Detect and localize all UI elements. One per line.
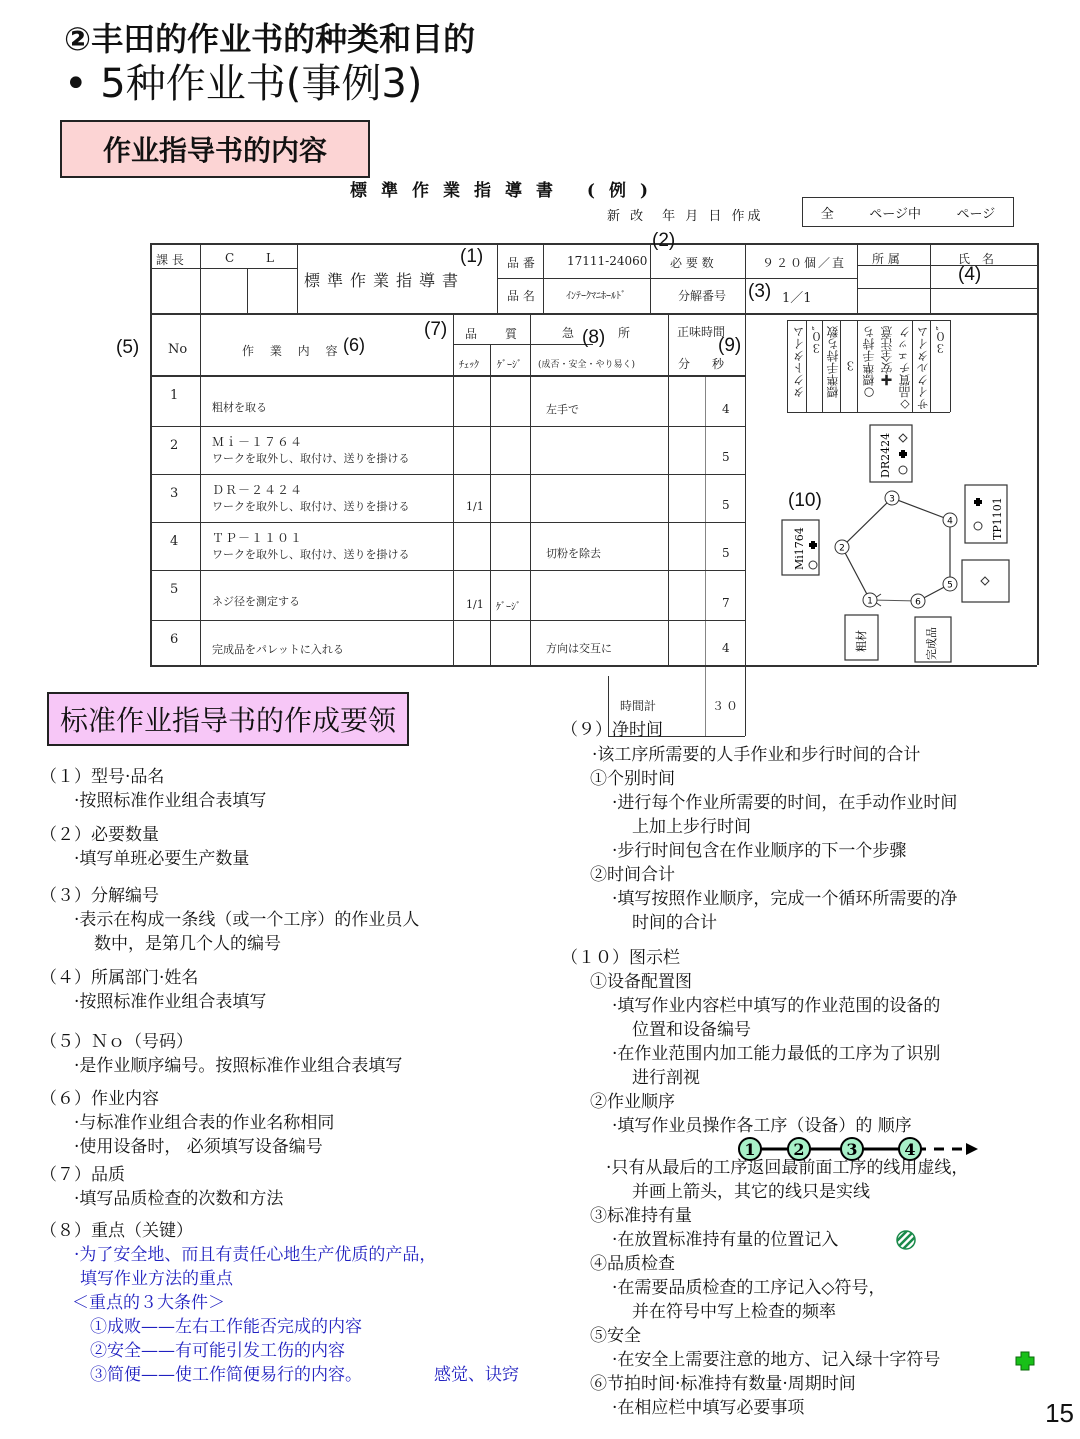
guide-item-line: ·是作业顺序编号。按照标准作业组合表填写 [74,1056,403,1076]
doc-name: 標準作業指導書 [304,271,466,290]
row-key-point: 切粉を除去 [546,547,601,560]
item-10-line-e: 进行剖视 [632,1068,700,1088]
item-9-line-f: ②时间合计 [590,865,675,885]
row-no: 2 [170,438,179,453]
machine-box-inspection [962,560,1009,602]
section-label-content [60,120,370,178]
breakdown-no-label: 分解番号 [678,289,727,303]
part-name-label: 品 名 [507,289,535,303]
col-key-sub: (成否・安全・やり易く) [538,360,636,370]
item-9-line-b: ①个别时间 [590,769,675,789]
row-check: 1/1 [466,598,484,611]
cycle-time-label: サイクルタイム [916,326,930,410]
raw-material-label: 粗材 [855,630,868,652]
col-min: 分 [678,357,691,371]
sequence-node-label: 3 [846,1140,858,1159]
item-10-line-j: ③标准持有量 [590,1206,692,1226]
guide-item-heading: （４）所属部门·姓名 [40,968,199,988]
item-10-line-r: ·在相应栏中填写必要事项 [612,1398,805,1418]
marker-8: (8) [582,327,606,348]
item-10-line-b: ·填写作业内容栏中填写的作业范围的设备的 [612,996,941,1016]
page-subheading: • 5种作业书(事例3) [64,61,423,107]
key-point-line-6: ③简便——使工作简便易行的内容。 [90,1365,362,1385]
guide-item-line: 数中，是第几个人的编号 [94,934,281,954]
key-point-line-5: ②安全——有可能引发工伤的内容 [90,1341,345,1361]
col-key-top2: 所 [618,326,631,340]
row-no: 1 [170,388,179,403]
guide-item-heading: （２）必要数量 [40,825,159,845]
row-no: 6 [170,632,179,647]
process-node-label: 1 [867,596,873,607]
guide-item-heading: （１）型号·品名 [40,767,165,787]
equipment-layout-diagram [775,420,1035,665]
row-key-point: 方向は交互に [546,642,612,655]
machine-box-tp1101 [965,485,1007,543]
item-10-line-a: ①设备配置图 [590,972,692,992]
row-equipment: Ｍｉ－１７６４ [212,435,304,449]
name-label: 氏 名 [958,252,995,266]
legend-safety: ✚安全注意 [880,326,894,386]
row-no: 5 [170,582,179,597]
item-10-line-o: ⑤安全 [590,1326,641,1346]
legend-std-wip: ○標準手持ち [862,326,876,400]
key-point-line-2: 填写作业方法的重点 [80,1269,233,1289]
row-content: 粗材を取る [212,401,267,414]
legend-quality-check: ◇品質チェック [898,326,912,412]
std-wip-hatched-icon [894,1228,918,1252]
machine-dr2424-label: DR2424 [879,432,892,478]
row-content: ワークを取外し、取付け、送りを掛ける [212,500,410,513]
page-heading: ②丰田的作业书的种类和目的 [64,20,476,58]
item-10-line-k: ·在放置标准持有量的位置记入 [612,1230,839,1250]
item-9-line-h: 时间的合计 [632,913,717,933]
guide-item-heading: （５）Ｎｏ（号码） [40,1032,193,1052]
col-content: 作 業 内 容 [242,344,344,358]
guide-item-line: ·按照标准作业组合表填写 [74,791,267,811]
row-equipment: ＤＲ－２４２４ [212,483,304,497]
marker-6: (6) [343,335,365,355]
process-node-label: 2 [839,543,845,554]
item-10-line-c: 位置和设备编号 [632,1020,751,1040]
total-time-label: 時間計 [620,699,657,713]
arrow-head-icon [966,1143,978,1155]
page-of-label: ページ中 [869,206,921,222]
col-no: No [168,342,188,357]
required-qty-value: ９２０個／直 [762,256,847,270]
std-wip-value: ３ [844,360,858,372]
guide-item-heading: （７）品质 [40,1165,125,1185]
machine-box-mi1764 [782,520,819,575]
marker-1: (1) [460,246,484,267]
item-10-line-l: ④品质检查 [590,1254,675,1274]
approval-chief: 課 長 [156,253,184,267]
raw-material-box [845,615,878,660]
item-10-line-n: 并在符号中写上检查的频率 [632,1302,836,1322]
key-point-line-4: ①成败——左右工作能否完成的内容 [90,1317,362,1337]
key-point-line-6b: 感觉、诀窍 [434,1365,519,1385]
std-wip-label: 標準手持ち数 [826,326,840,398]
machine-tp1101-label: TP1101 [991,497,1004,540]
guide-item-heading: （６）作业内容 [40,1089,159,1109]
marker-10: (10) [788,490,822,511]
item-9-line-e: ·步行时间包含在作业顺序的下一个步骤 [612,841,907,861]
guide-item-heading: （３）分解编号 [40,886,159,906]
green-cross-icon [1014,1350,1036,1372]
approval-c: C [225,251,235,265]
row-seconds: 4 [722,402,730,416]
guide-item-line: ·按照标准作业组合表填写 [74,992,267,1012]
section-label-guide [47,692,409,746]
approval-l: L [266,251,274,265]
process-node-label: 4 [947,516,953,527]
item-10-line-i: 并画上箭头，其它的线只是实线 [632,1182,870,1202]
part-name-value: ｲﾝﾃｰｸﾏﾆﾎｰﾙﾄﾞ [566,291,626,302]
sequence-node-label: 4 [904,1140,916,1159]
row-gauge: ｹﾞｰｼﾞ [496,602,521,613]
item-9-line-c: ·进行每个作业所需要的时间，在手动作业时间 [612,793,958,813]
col-net-time: 正味時間 [677,325,726,339]
item-9-line-g: ·填写按照作业顺序，完成一个循环所需要的净 [612,889,958,909]
required-qty-label: 必 要 数 [670,256,714,270]
key-point-line-1: ·为了安全地、而且有责任心地生产优质的产品， [74,1245,437,1265]
sequence-node-label: 1 [744,1140,756,1159]
row-check: 1/1 [466,500,484,513]
row-no: 3 [170,486,179,501]
process-node-label: 6 [915,597,921,608]
finished-goods-label: 完成品 [925,627,938,660]
cycle-time-value: ３０″ [934,326,948,355]
marker-4: (4) [958,264,982,285]
marker-7: (7) [424,319,448,340]
section-label-guide-text: 标准作业指导书的作成要领 [59,704,396,737]
takt-time-value: ３０″ [810,326,824,355]
row-content: ワークを取外し、取付け、送りを掛ける [212,452,410,465]
process-node-label: 5 [947,580,953,591]
row-seconds: 5 [722,546,730,560]
col-quality: 品 質 [465,327,526,341]
key-point-line-3: ＜重点的３大条件＞ [72,1293,225,1313]
col-gauge: ｹﾞｰｼﾞ [497,360,522,371]
item-10-line-d: ·在作业范围内加工能力最低的工序为了识别 [612,1044,941,1064]
col-key-top: 急 [562,326,575,340]
item-9-line-d: 上加上步行时间 [632,817,751,837]
row-content: ネジ径を測定する [212,595,300,608]
process-node-label: 3 [889,494,895,505]
row-no: 4 [170,534,179,549]
row-seconds: 7 [722,596,730,610]
page-total-label: 全 [820,206,834,222]
marker-3: (3) [748,281,772,302]
item-9-heading: （９）净时间 [561,720,663,740]
form-revision: 新 改 年 月 日 作成 [607,209,764,224]
guide-item-line: ·表示在构成一条线（或一个工序）的作业员人 [74,910,420,930]
row-seconds: 4 [722,641,730,655]
row-key-point: 左手で [546,403,579,416]
sequence-node-label: 2 [793,1140,805,1159]
row-seconds: 5 [722,450,730,464]
finished-goods-box [915,617,951,662]
row-seconds: 5 [722,498,730,512]
item-10-line-m: ·在需要品质检查的工序记入◇符号， [612,1278,886,1298]
item-10-line-h: ·只有从最后的工序返回最前面工序的线用虚线， [606,1158,969,1178]
row-content: 完成品をパレットに入れる [212,642,344,656]
guide-item-heading: （８）重点（关键） [40,1221,193,1241]
item-9-line-a: ·该工序所需要的人手作业和步行时间的合计 [592,745,921,765]
part-no-label: 品 番 [507,256,535,270]
item-10-line-f: ②作业顺序 [590,1092,675,1112]
guide-item-line: ·使用设备时， 必须填写设备编号 [74,1137,323,1157]
row-content: ワークを取外し、取付け、送りを掛ける [212,548,410,561]
page-count-box [802,197,1014,227]
marker-9: (9) [718,335,742,356]
takt-time-label: タクトタイム [792,326,806,398]
guide-item-line: ·填写品质检查的次数和方法 [74,1189,284,1209]
item-10-line-p: ·在安全上需要注意的地方、记入绿十字符号 [612,1350,941,1370]
col-check: ﾁｪｯｸ [459,360,479,371]
form-title: 標準作業指導書 (例) [350,181,663,201]
part-no-value: 17111-24060 [567,254,648,268]
total-time-value: ３０ [712,699,741,713]
guide-item-line: ·与标准作业组合表的作业名称相同 [74,1113,335,1133]
section-label-content-text: 作业指导书的内容 [102,134,327,167]
machine-mi1764-label: Mi1764 [793,527,806,570]
item-10-line-q: ⑥节拍时间·标准持有数量·周期时间 [590,1374,856,1394]
item-10-line-g: ·填写作业员操作各工序（设备）的 顺序 [612,1116,912,1136]
breakdown-no-value: 1／1 [782,291,812,306]
guide-item-line: ·填写单班必要生产数量 [74,849,250,869]
page-number: 15 [1045,1398,1074,1428]
col-sec: 秒 [712,357,725,371]
marker-2: (2) [652,230,676,251]
item-10-heading: （１０）图示栏 [561,948,680,968]
marker-5: (5) [116,337,140,358]
page-label: ページ [956,206,996,222]
dept-label: 所 属 [872,252,900,266]
row-equipment: ＴＰ－１１０１ [212,531,304,545]
machine-box-dr2424 [870,425,912,482]
